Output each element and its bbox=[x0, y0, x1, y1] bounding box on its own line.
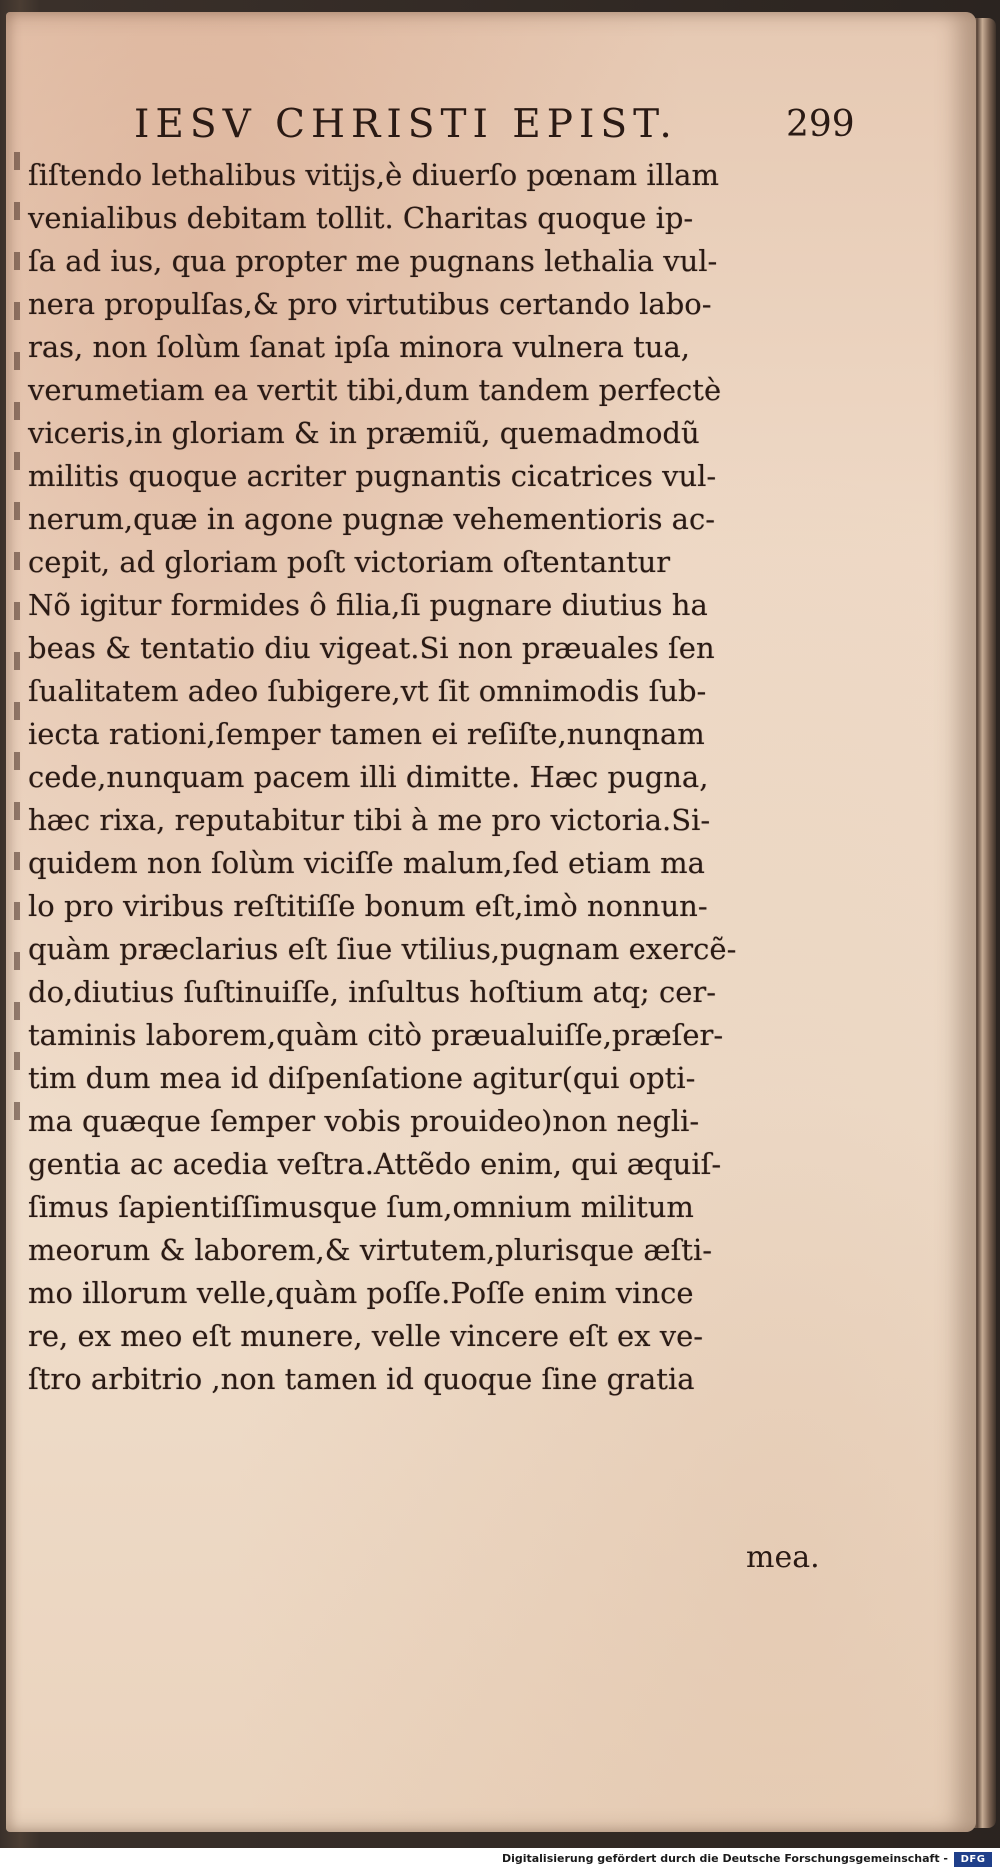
binding-margin-marks bbox=[14, 152, 20, 1152]
text-line: cepit, ad gloriam poſt victoriam oſtentantur bbox=[28, 545, 671, 579]
book-page bbox=[6, 12, 976, 1832]
text-line: lo pro viribus reſtitiſſe bonum eſt,imò nonnun- bbox=[28, 889, 708, 923]
footer-bar bbox=[0, 1848, 1000, 1873]
funding-credit: Digitalisierung gefördert durch die Deutsche Forschungsgemeinschaft - bbox=[501, 1852, 948, 1865]
catchword: mea. bbox=[746, 1540, 820, 1575]
text-line: iecta rationi,ſemper tamen ei reſiſte,nunqnam bbox=[28, 717, 705, 751]
text-line: meorum & laborem,& virtutem,plurisque æſti- bbox=[28, 1233, 713, 1267]
running-head-title: IESV CHRISTI EPIST. bbox=[134, 102, 678, 147]
text-line: venialibus debitam tollit. Charitas quoque ip- bbox=[28, 201, 694, 235]
text-line: militis quoque acriter pugnantis cicatrices vul- bbox=[28, 459, 717, 493]
text-line: viceris,in gloriam & in præmiũ, quemadmodũ bbox=[28, 416, 700, 450]
text-line: ſimus ſapientiſſimusque ſum,omnium militum bbox=[28, 1190, 694, 1224]
text-line: quidem non ſolùm viciſſe malum,ſed etiam ma bbox=[28, 846, 705, 880]
text-line: beas & tentatio diu vigeat.Si non præuales ſen bbox=[28, 631, 715, 665]
text-line: ſa ad ius, qua propter me pugnans lethalia vul- bbox=[28, 244, 718, 278]
text-line: gentia ac acedia veſtra.Attẽdo enim, qui æquiſ- bbox=[28, 1147, 722, 1181]
text-line: ſualitatem adeo ſubigere,vt ſit omnimodis ſub- bbox=[28, 674, 707, 708]
text-line: nerum,quæ in agone pugnæ vehementioris ac- bbox=[28, 502, 715, 536]
text-line: hæc rixa, reputabitur tibi à me pro victoria.Si- bbox=[28, 803, 711, 837]
text-line: do,diutius ſuſtinuiſſe, inſultus hoſtium atq; cer- bbox=[28, 975, 717, 1009]
text-line: nera propulſas,& pro virtutibus certando labo- bbox=[28, 287, 712, 321]
running-head bbox=[6, 102, 976, 152]
text-line: taminis laborem,quàm citò præualuiſſe,præſer- bbox=[28, 1018, 724, 1052]
text-line: mo illorum velle,quàm poſſe.Poſſe enim vince bbox=[28, 1276, 694, 1310]
text-line: ras, non ſolùm ſanat ipſa minora vulnera tua, bbox=[28, 330, 690, 364]
text-line: verumetiam ea vertit tibi,dum tandem perfectè bbox=[28, 373, 722, 407]
text-line: Nõ igitur formides ô filia,ſi pugnare diutius ha bbox=[28, 588, 708, 622]
text-line: tim dum mea id diſpenſatione agitur(qui opti- bbox=[28, 1061, 696, 1095]
text-line: ſiſtendo lethalibus vitijs,è diuerſo pœnam illam bbox=[28, 158, 719, 192]
text-line: re, ex meo eſt munere, velle vincere eſt ex ve- bbox=[28, 1319, 704, 1353]
text-line: quàm præclarius eſt ſiue vtilius,pugnam exercẽ- bbox=[28, 932, 737, 966]
body-text bbox=[28, 154, 858, 1401]
text-line: ma quæque ſemper vobis prouideo)non negli- bbox=[28, 1104, 700, 1138]
dfg-logo: DFG bbox=[954, 1852, 992, 1867]
text-line: ſtro arbitrio ,non tamen id quoque ſine gratia bbox=[28, 1362, 695, 1396]
text-line: cede,nunquam pacem illi dimitte. Hæc pugna, bbox=[28, 760, 709, 794]
page-number: 299 bbox=[786, 104, 855, 145]
